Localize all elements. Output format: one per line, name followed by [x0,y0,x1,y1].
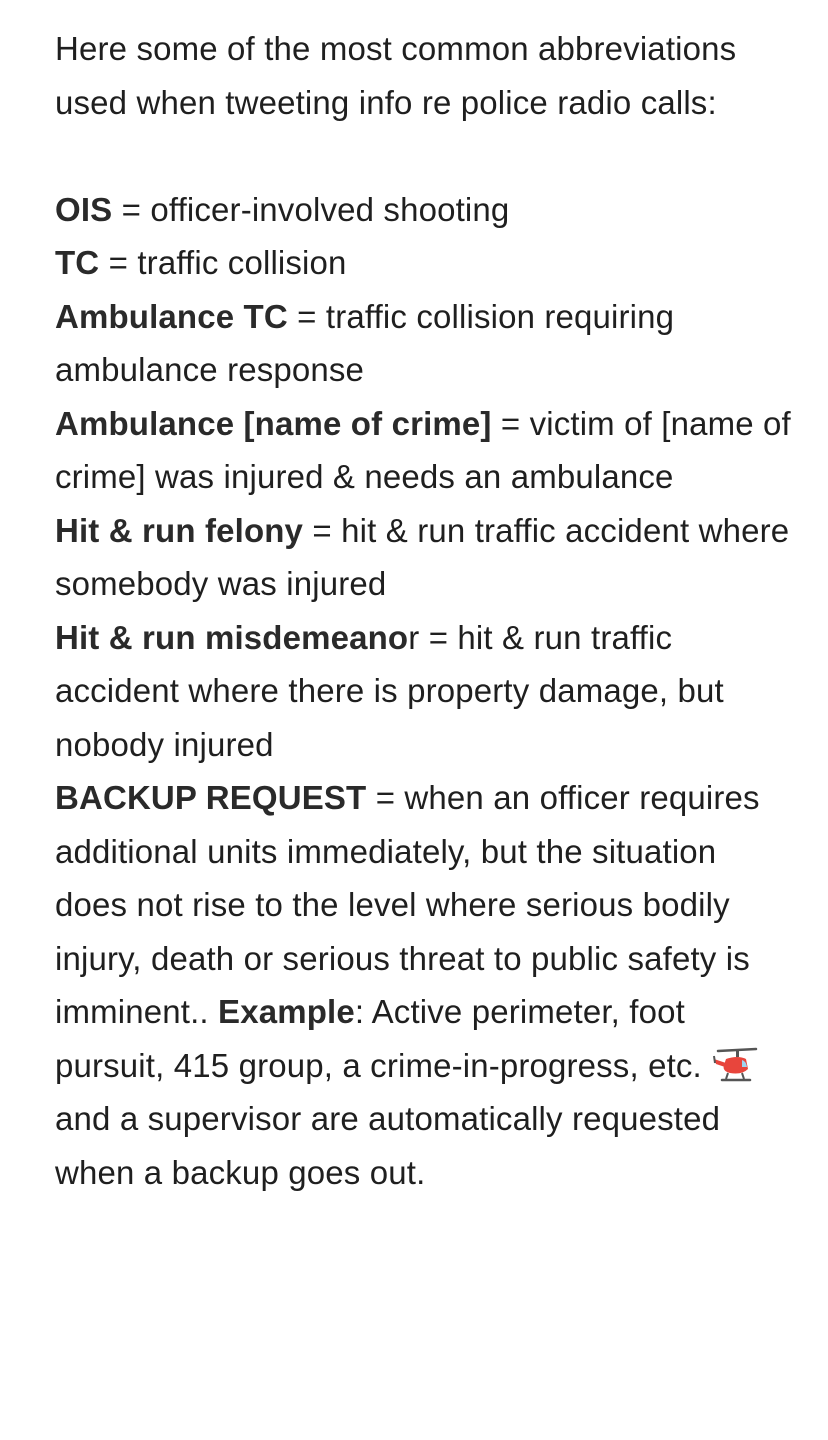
note-body [55,22,795,1199]
entry-definition: r = hit & run traffic accident where there is property damage, but nobody injured [55,618,724,763]
entry-definition: = traffic collision [99,244,347,281]
entry-hit-run-felony [55,504,795,611]
entry-term: TC [55,244,100,281]
after-emoji-text: and a supervisor are automatically requested when a backup goes out. [55,1100,721,1191]
entry-definition: = victim of [name of crime] was injured & needs an ambulance [55,404,791,495]
entry-definition: = when an officer requires additional units immediately, but the situation does not rise to the level where serious bodily injury, death or serious threat to public safety is imminent.. [55,779,760,1030]
entry-definition: = officer-involved shooting [112,190,510,228]
entry-term: BACKUP REQUEST [55,779,367,816]
entry-hit-run-misdemeanor [55,611,795,772]
cutoff-text-fragment [55,1416,645,1440]
entry-definition: = hit & run traffic accident where somebody was injured [55,511,790,602]
helicopter-icon-svg [712,1045,760,1085]
example-text: : Active perimeter, foot pursuit, 415 group, a crime-in-progress, etc. [55,993,702,1084]
entry-term: Ambulance TC [55,297,288,335]
entry-term: Hit & run misdemeano [55,618,409,656]
entry-term: Ambulance [name of crime] [55,404,492,442]
entry-ambulance-tc [55,290,795,397]
entry-term: Hit & run felony [55,511,304,549]
entry-backup-request [55,771,795,1199]
entry-term: OIS [55,190,113,228]
blank-line [55,129,795,183]
entry-tc [55,236,795,290]
entry-definition: = traffic collision requiring ambulance response [55,297,675,388]
example-label: Example [218,993,355,1030]
helicopter-icon [712,1045,760,1085]
intro-paragraph: Here some of the most common abbreviations used when tweeting info re police radio calls: [55,30,737,121]
entry-ambulance-crime [55,397,795,504]
cutoff-next-line [55,1410,645,1440]
entry-ois [55,183,795,237]
